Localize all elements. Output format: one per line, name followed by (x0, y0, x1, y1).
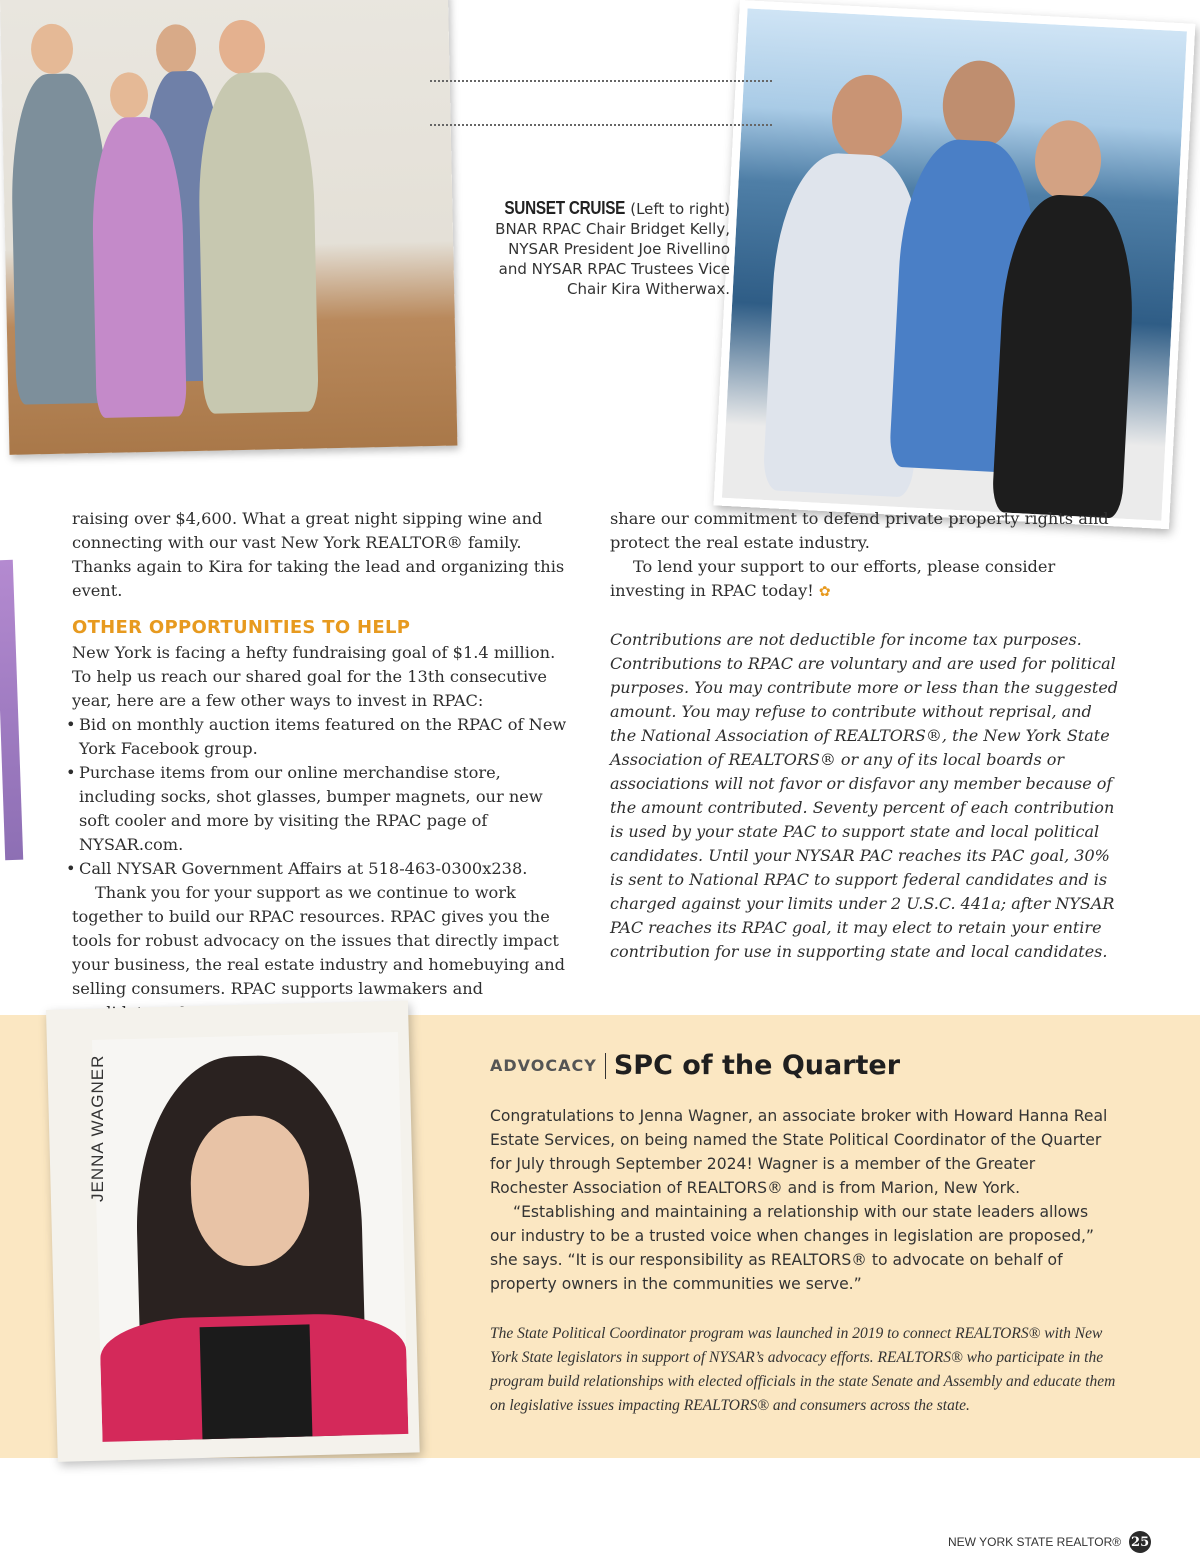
sunset-cruise-photo (714, 0, 1196, 529)
page-number: 25 (1129, 1531, 1151, 1553)
publication-name: NEW YORK STATE REALTOR® (948, 1535, 1122, 1549)
article-left-column (72, 507, 572, 1025)
photo-caption (480, 198, 730, 299)
jenna-wagner-portrait (92, 1032, 408, 1442)
edge-photo-fragment (0, 560, 23, 860)
contribution-disclaimer: Contributions are not deductible for income tax purposes. Contributions to RPAC are voluntary and are used for political purposes. You may contribute more or less than the suggested amount. You may refuse to contribute without reprisal, and the National Association of REALTORS®, the New York State Association of REALTORS® or any of its local boards or associations will not favor or disfavor any member because of the amount contributed. Seventy percent of each contribution is used by your state PAC to support state and local political candidates. Until your NYSAR PAC reaches its PAC goal, 30% is sent to National RPAC to support federal candidates and is charged against your limits under 2 U.S.C. 441a; after NYSAR PAC reaches its RPAC goal, it may elect to retain your entire contribution for use in supporting state and local candidates. (610, 630, 1119, 961)
page-footer (948, 1532, 1151, 1552)
list-item: • Purchase items from our online merchandise store, including socks, shot glasses, bumper magnets, our new soft cooler and more by visiting the RPAC page of NYSAR.com. (72, 761, 572, 857)
section-intro: New York is facing a hefty fundraising goal of $1.4 million. To help us reach our shared goal for the 13th consecutive year, here are a few other ways to invest in RPAC: (72, 643, 556, 710)
event-photo-left (0, 0, 457, 455)
spc-body (490, 1104, 1115, 1296)
end-mark-icon: ✿ (818, 584, 831, 600)
call-to-action-paragraph (610, 555, 1122, 604)
spc-paragraph: Congratulations to Jenna Wagner, an associate broker with Howard Hanna Real Estate Services, on being named the State Political Coordinator of the Quarter for July through September 2024! Wagner is a member of the Greater Rochester Association of REALTORS® and is from Marion, New York. (490, 1107, 1108, 1197)
closing-paragraph: Thank you for your support as we continue to work together to build our RPAC resources. RPAC gives you the tools for robust advocacy on the issues that directly impact your business, the real estate industry and homebuying and selling consumers. RPAC supports lawmakers and (72, 883, 565, 998)
spc-quote-paragraph: “Establishing and maintaining a relationship with our state leaders allows our industry to be a trusted voice when changes in legislation are proposed,” she says. “It is our responsibility as REALTORS® to advocate on behalf of property owners in the communities we serve.” (490, 1203, 1094, 1293)
spc-program-note: The State Political Coordinator program was launched in 2019 to connect REALTORS® with New York State legislators in support of NYSAR’s advocacy efforts. REALTORS® who participate in the program build relationships with elected officials in the state Senate and Assembly and educate them on legislative issues impacting REALTORS® and consumers across the state. (490, 1325, 1116, 1414)
divider (605, 1053, 606, 1079)
list-item: • Bid on monthly auction items featured on the RPAC of New York Facebook group. (72, 713, 572, 761)
dotted-rule (430, 80, 772, 82)
list-item: • Call NYSAR Government Affairs at 518-463-0300x238. (72, 857, 572, 881)
portrait-name-label: JENNA WAGNER (88, 1054, 107, 1202)
spc-heading (490, 1050, 900, 1090)
spc-title: SPC of the Quarter (613, 1050, 901, 1081)
ways-to-invest-list (72, 713, 572, 881)
call-to-action-text: To lend your support to our efforts, please consider investing in RPAC today! (610, 557, 1056, 600)
intro-paragraph: raising over $4,600. What a great night sipping wine and connecting with our vast New York REALTOR® family. Thanks again to Kira for taking the lead and organizing this event. (72, 509, 565, 600)
caption-heading: SUNSET CRUISE (504, 198, 626, 218)
dotted-rule (430, 124, 772, 126)
caption-text: (Left to right) BNAR RPAC Chair Bridget Kelly, NYSAR President Joe Rivellino and NYSAR RPAC Trustees Vice Chair Kira Witherwax. (495, 200, 730, 298)
section-kicker: ADVOCACY (490, 1056, 597, 1075)
section-heading: OTHER OPPORTUNITIES TO HELP (72, 617, 411, 638)
article-right-column (610, 507, 1122, 964)
continuation-paragraph: share our commitment to defend private property rights and protect the real estate industry. (610, 509, 1109, 552)
